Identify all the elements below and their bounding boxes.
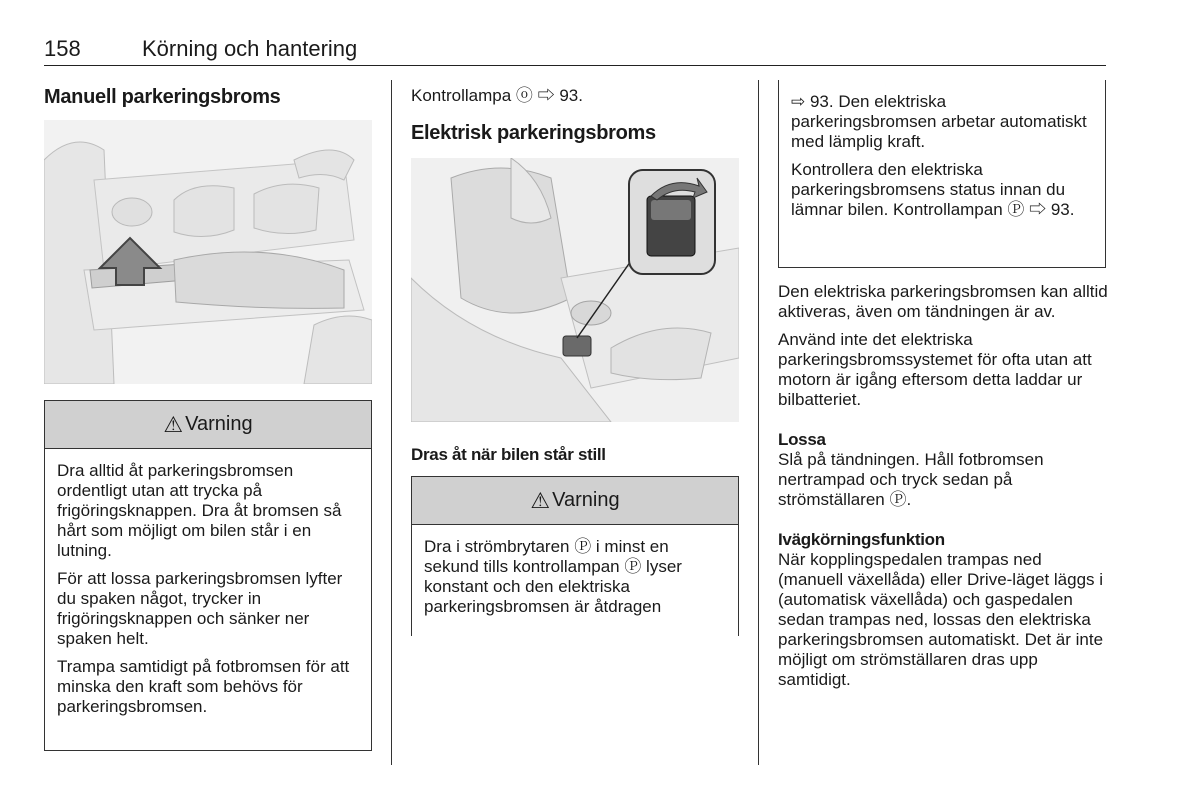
- drive-away-text: När kopplingspedalen trampas ned (manuell växellåda) eller Drive-läget läggs i (automatisk växellåda) och gaspedalen sedan trampas ned, lossas den elektriska parkeringsbromsen automatiskt. Det är inte möjligt om strömställaren dras upp samtidigt.: [778, 550, 1104, 689]
- heading-release: Lossa: [778, 430, 826, 449]
- warning-box-continued: [778, 80, 1106, 268]
- column-manual-brake: [44, 86, 374, 109]
- warning-paragraph: Trampa samtidigt på fotbromsen för att minska den kraft som behövs för parkeringsbromsen.: [57, 657, 350, 716]
- warning-triangle-icon: ⚠: [163, 411, 184, 437]
- warning-paragraph: Dra i strömbrytaren Ⓟ i minst en sekund tills kontrollampan Ⓟ lyser konstant och den elektriska parkeringsbromsen är åtdragen: [424, 537, 682, 616]
- column-electric-brake: [411, 86, 741, 145]
- warning-title: Varning: [552, 489, 620, 511]
- indicator-reference: Kontrollampa ⓞ ⇨ 93.: [411, 86, 583, 105]
- warning-title: Varning: [185, 413, 253, 435]
- body-paragraph: Använd inte det elektriska parkeringsbromssystemet för ofta utan att motorn är igång eftersom detta laddar ur bilbatteriet.: [778, 330, 1092, 409]
- heading-drive-away-function: Ivägkörningsfunktion: [778, 530, 945, 549]
- warning-triangle-icon: ⚠: [530, 487, 551, 513]
- heading-electric-parking-brake: Elektrisk parkeringsbroms: [411, 122, 656, 144]
- subsection-apply: [411, 445, 741, 465]
- warning-paragraph: Dra alltid åt parkeringsbromsen ordentligt utan att trycka på frigöringsknappen. Dra åt bromsen så hårt som möjligt om bilen står i en lutning.: [57, 461, 342, 560]
- release-text: Slå på tändningen. Håll fotbromsen nertrampad och tryck sedan på strömställaren Ⓟ.: [778, 450, 1044, 509]
- warning-box-manual: [44, 400, 372, 751]
- page-number: 158: [44, 36, 81, 61]
- subheading-apply-when-stationary: Dras åt när bilen står still: [411, 445, 606, 464]
- section-title: Körning och hantering: [142, 36, 358, 61]
- figure-handbrake-lever: [44, 120, 372, 384]
- page-header: [44, 34, 1106, 66]
- column-electric-brake-continued: [778, 282, 1108, 690]
- heading-manual-parking-brake: Manuell parkeringsbroms: [44, 86, 281, 108]
- column-divider-1: [391, 80, 392, 765]
- warning-paragraph: För att lossa parkeringsbromsen lyfter du spaken något, trycker in frigöringsknappen och sänker ner spaken helt.: [57, 569, 343, 648]
- figure-electric-brake-switch: [411, 158, 739, 422]
- note-paragraph: ⇨ 93. Den elektriska parkeringsbromsen arbetar automatiskt med lämplig kraft.: [791, 92, 1087, 151]
- body-paragraph: Den elektriska parkeringsbromsen kan alltid aktiveras, även om tändningen är av.: [778, 282, 1108, 321]
- warning-header: [412, 477, 738, 525]
- note-paragraph: Kontrollera den elektriska parkeringsbromsens status innan du lämnar bilen. Kontrollampan Ⓟ ⇨ 93.: [791, 160, 1075, 219]
- warning-header: [45, 401, 371, 449]
- column-divider-2: [758, 80, 759, 765]
- warning-box-electric: [411, 476, 739, 636]
